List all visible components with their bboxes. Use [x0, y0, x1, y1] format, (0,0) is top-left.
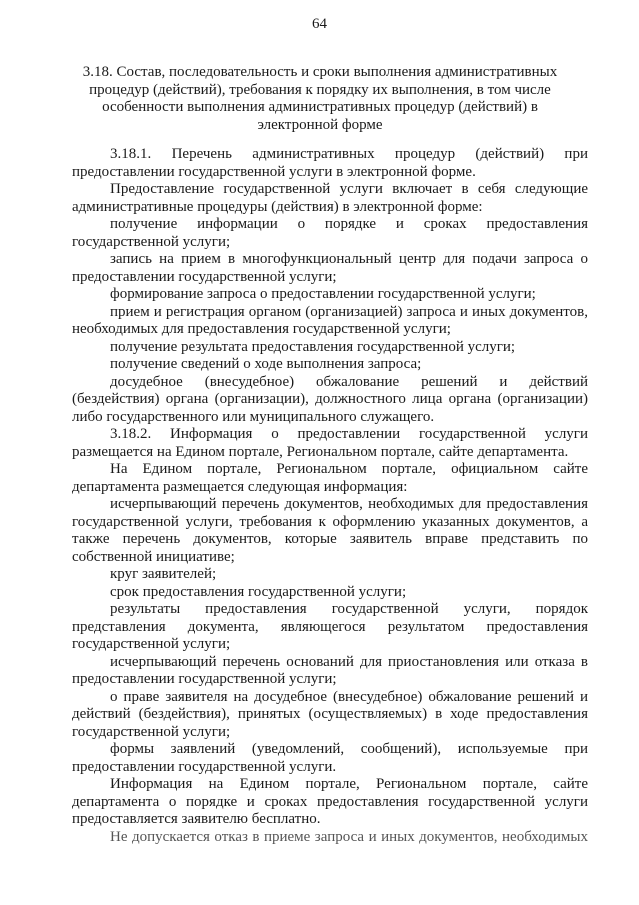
paragraph-continued: Не допускается отказ в приеме запроса и иных документов, необходимых	[110, 828, 588, 845]
list-item: результаты предоставления государственной услуги, порядок представления документа, являющегося результатом предоставления государственной услуги;	[72, 601, 588, 652]
page-number: 64	[312, 16, 327, 32]
list-item: о праве заявителя на досудебное (внесудебное) обжалование решений и действий (бездействия), принятых (осуществляемых) в ходе предоставления государственной услуги;	[72, 688, 588, 740]
heading-line: 3.18. Состав, последовательность и сроки выполнения административных	[82, 64, 558, 80]
list-item: досудебное (внесудебное) обжалование решений и действий (бездействия) органа (организации), должностного лица органа (организации) либо государственного или муниципального служащего.	[72, 373, 588, 425]
list-item: формирование запроса о предоставлении государственной услуги;	[110, 286, 536, 302]
list-item: запись на прием в многофункциональный центр для подачи запроса о предоставлении государственной услуги;	[72, 251, 588, 285]
list-item: получение информации о порядке и сроках предоставления государственной услуги;	[72, 216, 588, 250]
paragraph-3-18-2: 3.18.2. Информация о предоставлении государственной услуги размещается на Едином портале, Региональном портале, сайте департамента.	[72, 426, 588, 460]
paragraph: Информация на Едином портале, Региональном портале, сайте департамента о порядке и сроках предоставления государственной услуги предоставляется заявителю бесплатно.	[72, 776, 588, 827]
list-item: прием и регистрация органом (организацией) запроса и иных документов, необходимых для предоставления государственной услуги;	[72, 303, 588, 337]
list-item: формы заявлений (уведомлений, сообщений), используемые при предоставлении государственной услуги.	[72, 741, 588, 775]
heading-line: процедур (действий), требования к порядку их выполнения, в том числе	[89, 81, 551, 98]
list-item: круг заявителей;	[110, 566, 217, 582]
list-item: исчерпывающий перечень документов, необходимых для предоставления государственной услуги, требования к оформлению указанных документов, а также перечень документов, которые заявитель вправе представить по собственной инициативе;	[72, 496, 588, 565]
document-body	[72, 146, 588, 846]
list-item: срок предоставления государственной услуги;	[110, 583, 407, 600]
paragraph: На Едином портале, Региональном портале, официальном сайте департамента размещается следующая информация:	[72, 461, 588, 495]
section-heading	[80, 64, 560, 134]
list-item: исчерпывающий перечень оснований для приостановления или отказа в предоставлении государственной услуги;	[72, 653, 588, 687]
list-item: получение результата предоставления государственной услуги;	[110, 338, 516, 355]
paragraph: Предоставление государственной услуги включает в себя следующие административные процедуры (действия) в электронной форме:	[72, 181, 588, 215]
heading-line: электронной форме	[257, 116, 383, 133]
heading-line: особенности выполнения административных процедур (действий) в	[102, 99, 538, 115]
list-item: получение сведений о ходе выполнения запроса;	[110, 356, 422, 372]
paragraph-3-18-1: 3.18.1. Перечень административных процедур (действий) при предоставлении государственной услуги в электронной форме.	[72, 146, 588, 180]
